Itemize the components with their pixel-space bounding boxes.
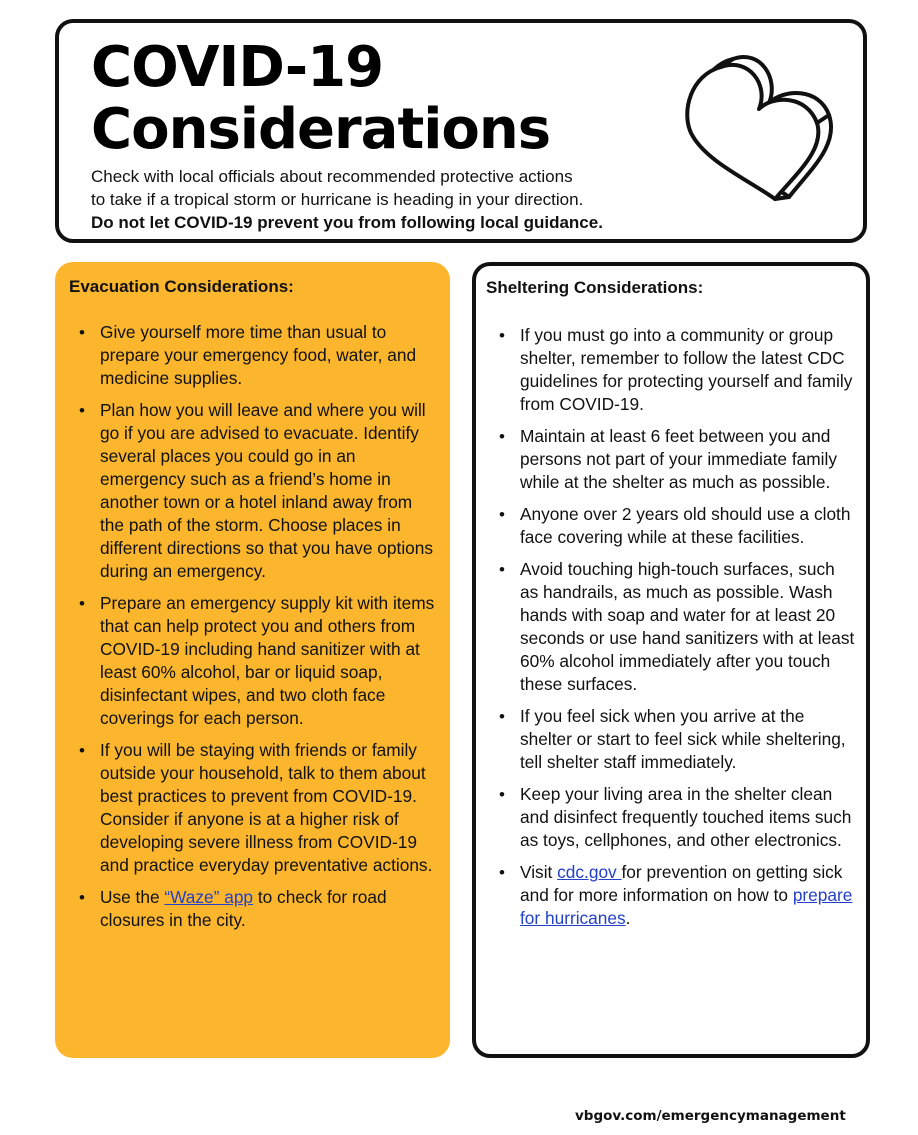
list-item: • Plan how you will leave and where you will go if you are advised to evacuate. Identify several places you could go in an emergency such as a friend’s home in another town or a hotel inland away from the path of the storm. Choose places in different directions so that you have options during an emergency. — [100, 399, 436, 583]
evacuation-panel — [55, 262, 450, 1058]
sheltering-heading: Sheltering Considerations: — [486, 278, 704, 297]
list-item: • If you will be staying with friends or family outside your household, talk to them about best practices to prevent from COVID-19. Consider if anyone is at a higher risk of developing severe illness from COVID-19 and practice everyday preventative actions. — [100, 739, 436, 877]
list-item: • Avoid touching high-touch surfaces, such as handrails, as much as possible. Wash hands with soap and water for at least 20 seconds or use hand sanitizers with at least 60% alcohol immediately after you touch these surfaces. — [520, 558, 856, 696]
intro-line-1: Check with local officials about recommended protective actions — [91, 167, 573, 186]
sheltering-panel — [472, 262, 870, 1058]
footer-url: vbgov.com/emergencymanagement — [575, 1108, 846, 1124]
waze-text-before: Use the — [100, 887, 165, 907]
intro-text — [91, 165, 691, 234]
title-line-1: COVID-19 — [91, 35, 384, 100]
list-item: • If you feel sick when you arrive at the shelter or start to feel sick while sheltering, tell shelter staff immediately. — [520, 705, 856, 774]
sheltering-list — [486, 324, 856, 930]
heart-icon — [671, 37, 841, 207]
visit-text-middle: for prevention on getting sick and for more information on how to — [520, 862, 843, 905]
prepare-for-hurricanes-link[interactable]: prepare for hurricanes — [520, 885, 853, 928]
evacuation-heading: Evacuation Considerations: — [69, 277, 294, 296]
list-item: • Anyone over 2 years old should use a cloth face covering while at these facilities. — [520, 503, 856, 549]
visit-text-after: . — [625, 908, 631, 928]
list-item — [100, 886, 436, 932]
title-line-2: Considerations — [91, 97, 551, 162]
list-item: • If you must go into a community or group shelter, remember to follow the latest CDC guidelines for protecting yourself and family from COVID-19. — [520, 324, 856, 416]
list-item — [520, 861, 856, 930]
intro-bold-line: Do not let COVID-19 prevent you from following local guidance. — [91, 213, 603, 232]
list-item: • Keep your living area in the shelter clean and disinfect frequently touched items such as toys, cellphones, and other electronics. — [520, 783, 856, 852]
page-title — [91, 37, 550, 161]
waze-app-link[interactable]: “Waze” app — [164, 887, 254, 907]
list-item: • Give yourself more time than usual to prepare your emergency food, water, and medicine supplies. — [100, 321, 436, 390]
list-item: • Maintain at least 6 feet between you and persons not part of your immediate family while at the shelter as much as possible. — [520, 425, 856, 494]
visit-text-before: Visit — [520, 862, 558, 882]
intro-line-2: to take if a tropical storm or hurricane is heading in your direction. — [91, 190, 584, 209]
header-card — [55, 19, 867, 243]
waze-text-after: to check for road closures in the city. — [100, 887, 387, 930]
cdc-gov-link[interactable]: cdc.gov — [557, 862, 622, 882]
evacuation-list — [69, 321, 436, 932]
list-item: • Prepare an emergency supply kit with items that can help protect you and others from COVID-19 including hand sanitizer with at least 60% alcohol, bar or liquid soap, disinfectant wipes, and two cloth face coverings for each person. — [100, 592, 436, 730]
